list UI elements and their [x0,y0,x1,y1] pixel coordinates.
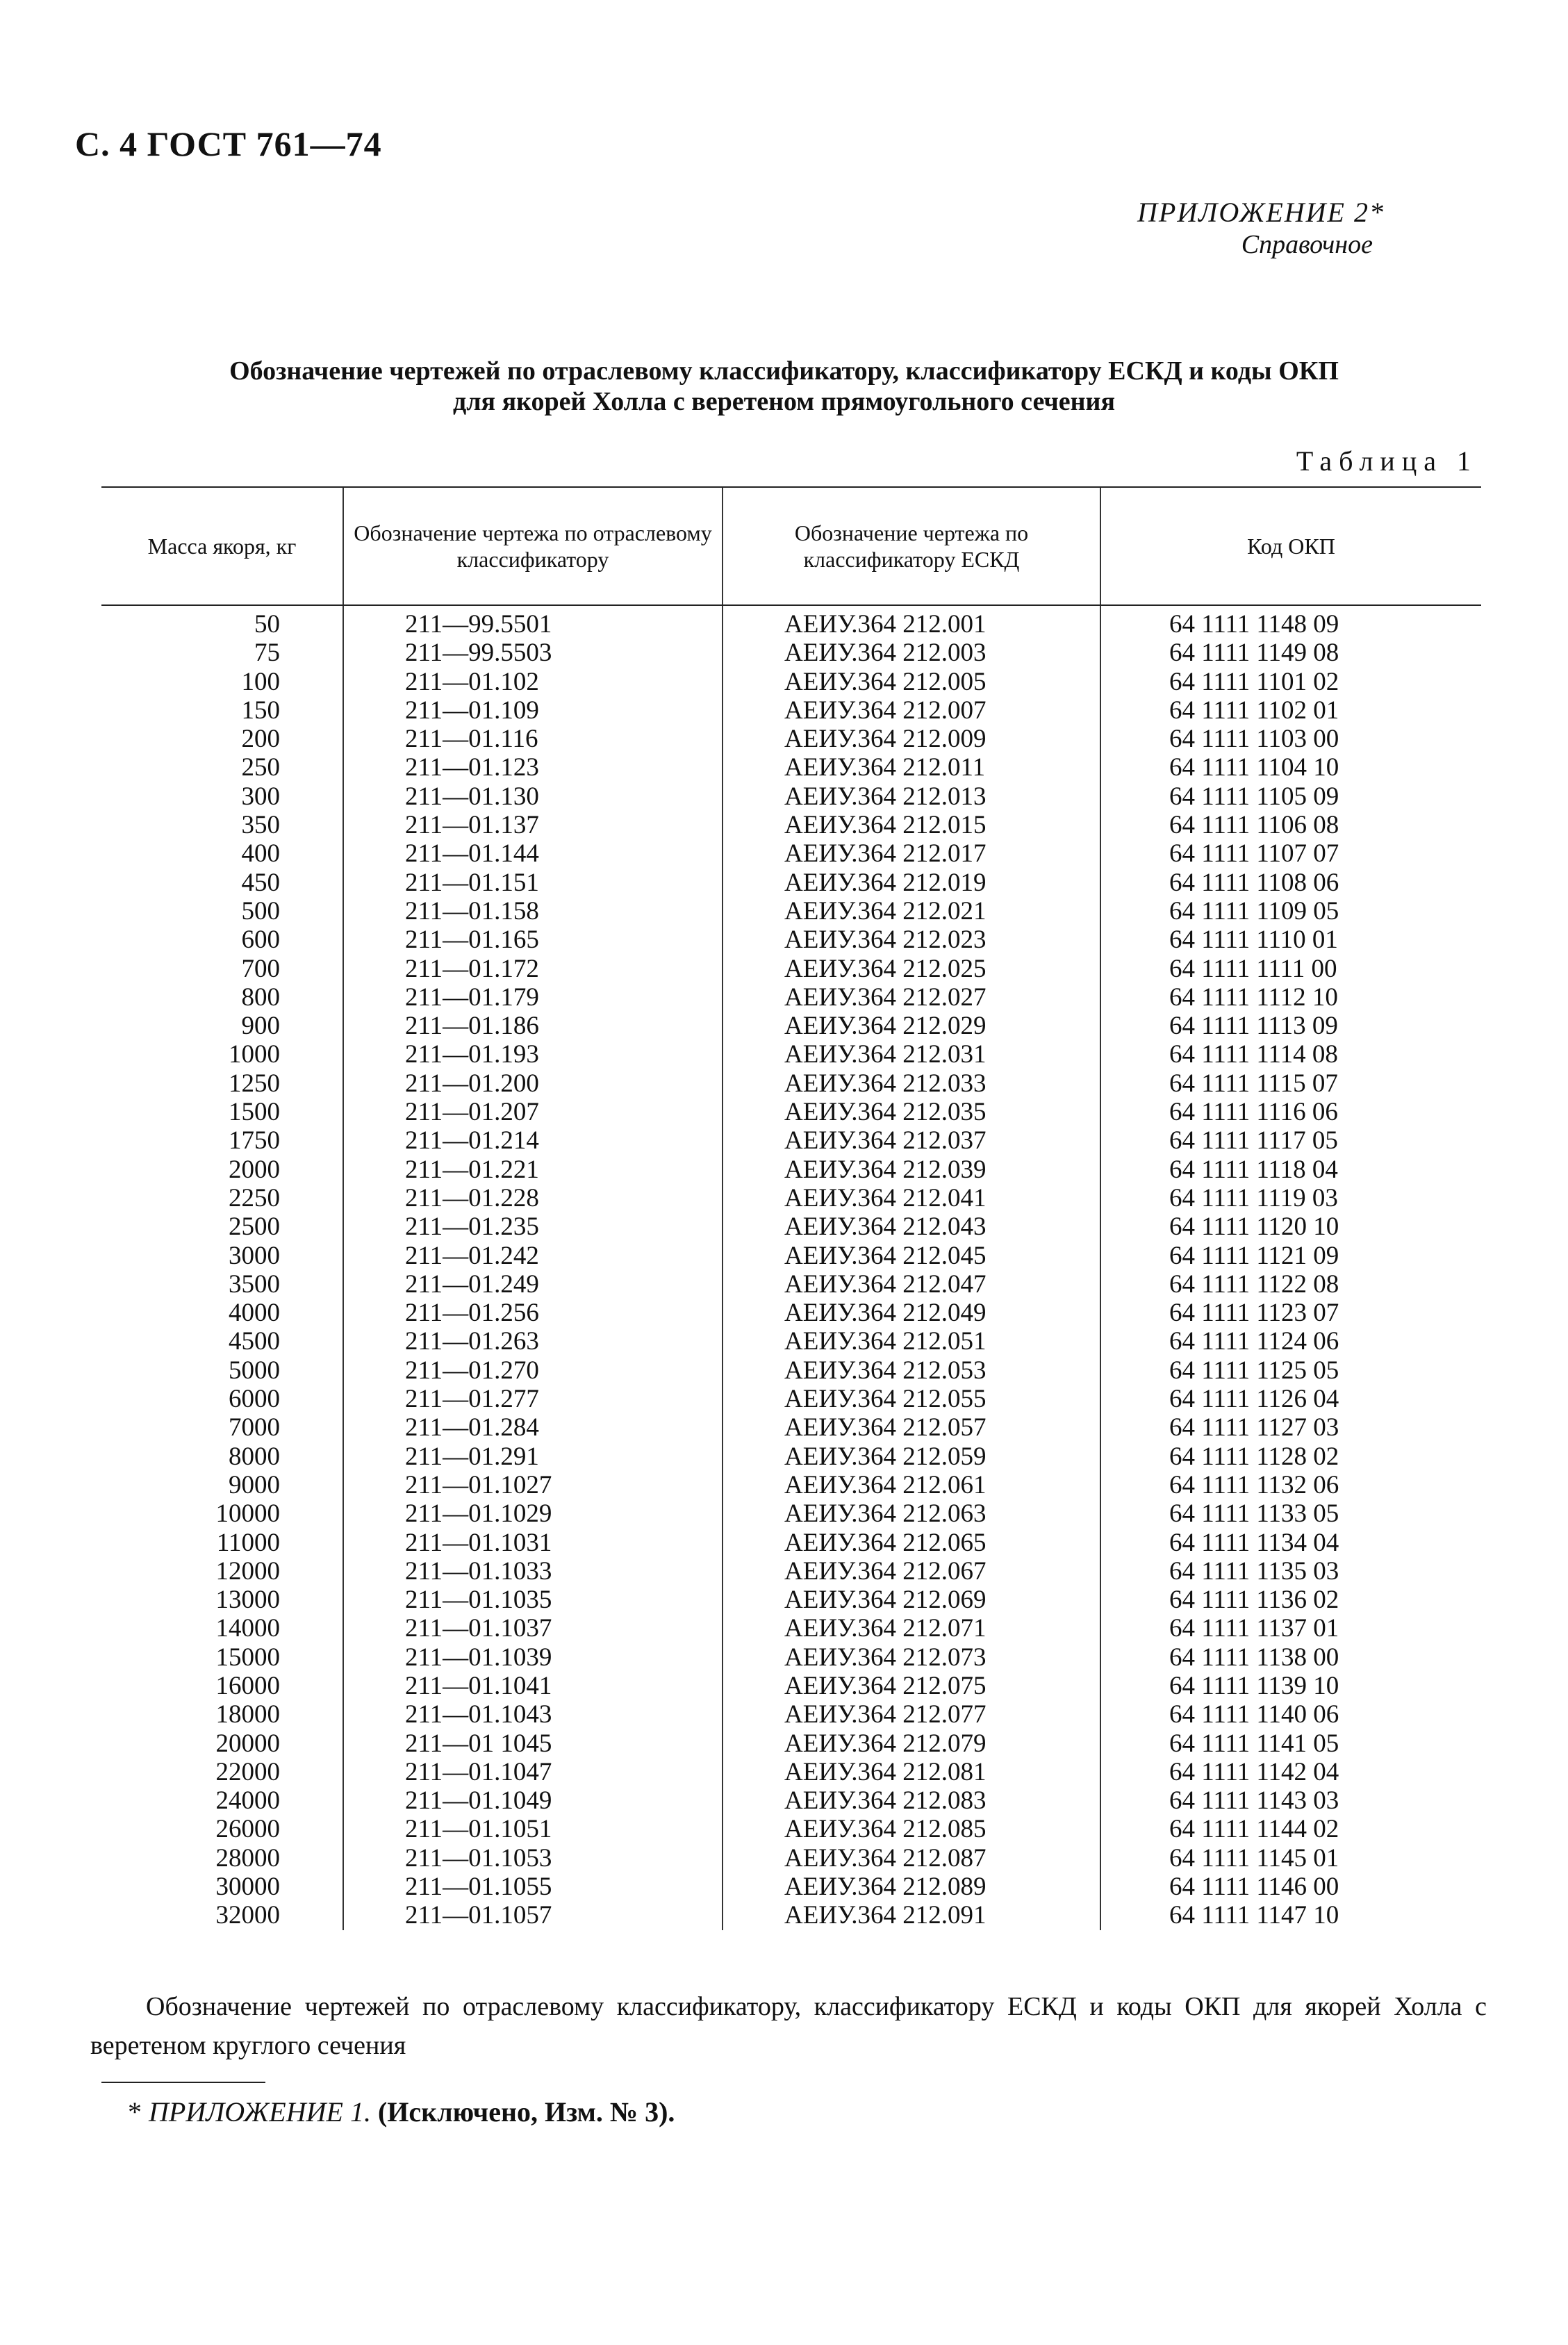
header-mass: Масса якоря, кг [101,487,343,605]
table-row [101,897,1481,925]
table-row [101,1212,1481,1241]
cell-industry-designation: 211—01.1047 [343,1758,723,1786]
document-title-line-2: для якорей Холла с веретеном прямоугольного сечения [452,387,1116,416]
cell-industry-designation: 211—99.5501 [343,605,723,639]
cell-industry-designation: 211—01.1055 [343,1873,723,1901]
footnote-star: * [128,2096,142,2128]
cell-okp-code: 64 1111 1147 10 [1100,1901,1481,1930]
table-row [101,1586,1481,1614]
table-row [101,1471,1481,1499]
cell-industry-designation: 211—01.1033 [343,1557,723,1586]
cell-eskd-designation: АЕИУ.364 212.039 [723,1155,1100,1184]
appendix-title: ПРИЛОЖЕНИЕ 2* [1137,197,1385,228]
table-row [101,1356,1481,1385]
cell-eskd-designation: АЕИУ.364 212.009 [723,725,1100,753]
cell-eskd-designation: АЕИУ.364 212.083 [723,1786,1100,1815]
cell-okp-code: 64 1111 1112 10 [1100,983,1481,1012]
cell-industry-designation: 211—01.228 [343,1184,723,1212]
cell-mass: 600 [241,925,280,955]
table-row [101,811,1481,839]
cell-okp-code: 64 1111 1119 03 [1100,1184,1481,1212]
cell-mass: 5000 [229,1356,280,1385]
cell-eskd-designation: АЕИУ.364 212.011 [723,753,1100,782]
cell-eskd-designation: АЕИУ.364 212.003 [723,639,1100,667]
cell-eskd-designation: АЕИУ.364 212.025 [723,955,1100,983]
cell-okp-code: 64 1111 1141 05 [1100,1729,1481,1758]
table-row [101,1499,1481,1528]
cell-eskd-designation: АЕИУ.364 212.031 [723,1040,1100,1069]
cell-okp-code: 64 1111 1108 06 [1100,869,1481,897]
table-row [101,955,1481,983]
table-row [101,839,1481,868]
cell-okp-code: 64 1111 1138 00 [1100,1643,1481,1672]
cell-industry-designation: 211—01.221 [343,1155,723,1184]
cell-industry-designation: 211—01.186 [343,1012,723,1040]
table-row [101,1270,1481,1299]
cell-eskd-designation: АЕИУ.364 212.019 [723,869,1100,897]
table-row [101,1672,1481,1700]
cell-eskd-designation: АЕИУ.364 212.089 [723,1873,1100,1901]
cell-industry-designation: 211—01.1053 [343,1844,723,1873]
cell-mass: 100 [241,667,280,696]
cell-eskd-designation: АЕИУ.364 212.007 [723,696,1100,725]
cell-okp-code: 64 1111 1146 00 [1100,1873,1481,1901]
cell-mass: 18000 [215,1700,280,1729]
cell-okp-code: 64 1111 1136 02 [1100,1586,1481,1614]
table-row [101,753,1481,782]
header-industry-designation: Обозначение чертежа по отраслевому классификатору [343,487,723,605]
cell-okp-code: 64 1111 1116 06 [1100,1098,1481,1126]
cell-okp-code: 64 1111 1126 04 [1100,1385,1481,1413]
cell-mass: 9000 [229,1470,280,1499]
table-row [101,1844,1481,1873]
cell-eskd-designation: АЕИУ.364 212.043 [723,1212,1100,1241]
cell-eskd-designation: АЕИУ.364 212.057 [723,1413,1100,1442]
cell-mass: 30000 [215,1873,280,1902]
table-row [101,1069,1481,1098]
table-row [101,1529,1481,1557]
cell-eskd-designation: АЕИУ.364 212.079 [723,1729,1100,1758]
cell-industry-designation: 211—01 1045 [343,1729,723,1758]
cell-industry-designation: 211—01.284 [343,1413,723,1442]
cell-mass: 800 [241,982,280,1012]
cell-eskd-designation: АЕИУ.364 212.047 [723,1270,1100,1299]
cell-industry-designation: 211—01.200 [343,1069,723,1098]
cell-mass: 7000 [229,1413,280,1442]
cell-mass: 1000 [229,1040,280,1069]
table-row [101,1299,1481,1327]
table-row [101,605,1481,639]
cell-industry-designation: 211—01.158 [343,897,723,925]
cell-okp-code: 64 1111 1104 10 [1100,753,1481,782]
cell-okp-code: 64 1111 1113 09 [1100,1012,1481,1040]
table-row [101,1786,1481,1815]
cell-mass: 200 [241,725,280,754]
cell-eskd-designation: АЕИУ.364 212.027 [723,983,1100,1012]
document-title-line-1: Обозначение чертежей по отраслевому классификатору, классификатору ЕСКД и коды ОКП [229,356,1339,386]
cell-mass: 500 [241,896,280,925]
table-row [101,1327,1481,1356]
cell-mass: 1750 [229,1126,280,1155]
cell-mass: 10000 [215,1499,280,1529]
cell-eskd-designation: АЕИУ.364 212.035 [723,1098,1100,1126]
cell-mass: 1250 [229,1069,280,1098]
table-row [101,1442,1481,1471]
cell-mass: 900 [241,1012,280,1041]
cell-eskd-designation: АЕИУ.364 212.045 [723,1242,1100,1270]
cell-mass: 22000 [215,1757,280,1786]
cell-okp-code: 64 1111 1103 00 [1100,725,1481,753]
cell-okp-code: 64 1111 1106 08 [1100,811,1481,839]
cell-mass: 2500 [229,1212,280,1242]
cell-mass: 16000 [215,1671,280,1700]
cell-okp-code: 64 1111 1145 01 [1100,1844,1481,1873]
cell-okp-code: 64 1111 1127 03 [1100,1413,1481,1442]
cell-eskd-designation: АЕИУ.364 212.023 [723,925,1100,954]
table-row [101,1901,1481,1930]
cell-eskd-designation: АЕИУ.364 212.001 [723,605,1100,639]
table-row [101,668,1481,696]
table-row [101,696,1481,725]
cell-mass: 4000 [229,1299,280,1328]
cell-mass: 75 [254,639,280,668]
footnote-divider [101,2082,265,2083]
cell-eskd-designation: АЕИУ.364 212.021 [723,897,1100,925]
table-row [101,983,1481,1012]
table-row [101,639,1481,667]
cell-eskd-designation: АЕИУ.364 212.055 [723,1385,1100,1413]
cell-eskd-designation: АЕИУ.364 212.061 [723,1471,1100,1499]
cell-mass: 8000 [229,1442,280,1471]
table-row [101,1098,1481,1126]
cell-eskd-designation: АЕИУ.364 212.067 [723,1557,1100,1586]
cell-mass: 14000 [215,1614,280,1643]
cell-mass: 2250 [229,1183,280,1212]
cell-industry-designation: 211—01.1041 [343,1672,723,1700]
cell-mass: 250 [241,753,280,782]
cell-mass: 400 [241,839,280,869]
cell-mass: 1500 [229,1098,280,1127]
cell-mass: 32000 [215,1901,280,1930]
cell-industry-designation: 211—01.235 [343,1212,723,1241]
cell-mass: 6000 [229,1385,280,1414]
cell-okp-code: 64 1111 1105 09 [1100,782,1481,811]
header-eskd-designation: Обозначение чертежа по классификатору ЕСКД [723,487,1100,605]
cell-mass: 15000 [215,1643,280,1672]
cell-okp-code: 64 1111 1121 09 [1100,1242,1481,1270]
cell-eskd-designation: АЕИУ.364 212.049 [723,1299,1100,1327]
cell-industry-designation: 211—01.1039 [343,1643,723,1672]
cell-eskd-designation: АЕИУ.364 212.041 [723,1184,1100,1212]
cell-industry-designation: 211—01.109 [343,696,723,725]
table-label: Таблица 1 [1296,445,1478,477]
cell-okp-code: 64 1111 1118 04 [1100,1155,1481,1184]
cell-okp-code: 64 1111 1111 00 [1100,955,1481,983]
cell-eskd-designation: АЕИУ.364 212.051 [723,1327,1100,1356]
cell-mass: 350 [241,811,280,840]
cell-industry-designation: 211—01.1037 [343,1614,723,1643]
cell-eskd-designation: АЕИУ.364 212.029 [723,1012,1100,1040]
cell-okp-code: 64 1111 1139 10 [1100,1672,1481,1700]
cell-industry-designation: 211—01.172 [343,955,723,983]
cell-industry-designation: 211—01.207 [343,1098,723,1126]
cell-industry-designation: 211—01.144 [343,839,723,868]
cell-eskd-designation: АЕИУ.364 212.053 [723,1356,1100,1385]
anchor-designation-table [101,486,1481,1930]
cell-industry-designation: 211—01.1035 [343,1586,723,1614]
table-row [101,1413,1481,1442]
cell-eskd-designation: АЕИУ.364 212.071 [723,1614,1100,1643]
table-row [101,782,1481,811]
cell-industry-designation: 211—01.1049 [343,1786,723,1815]
cell-industry-designation: 211—01.165 [343,925,723,954]
cell-mass: 3000 [229,1241,280,1270]
table-row [101,1557,1481,1586]
table-row [101,1643,1481,1672]
cell-eskd-designation: АЕИУ.364 212.069 [723,1586,1100,1614]
cell-mass: 450 [241,868,280,897]
table-row [101,1126,1481,1155]
cell-eskd-designation: АЕИУ.364 212.091 [723,1901,1100,1930]
cell-mass: 20000 [215,1729,280,1758]
cell-mass: 2000 [229,1155,280,1184]
cell-eskd-designation: АЕИУ.364 212.005 [723,668,1100,696]
table-row [101,1012,1481,1040]
cell-industry-designation: 211—01.102 [343,668,723,696]
table-row [101,1155,1481,1184]
table-header-row [101,487,1481,605]
cell-okp-code: 64 1111 1132 06 [1100,1471,1481,1499]
cell-mass: 150 [241,696,280,725]
cell-eskd-designation: АЕИУ.364 212.015 [723,811,1100,839]
table-row [101,725,1481,753]
cell-mass: 11000 [216,1528,280,1557]
cell-mass: 3500 [229,1269,280,1299]
cell-mass: 50 [254,610,280,639]
table-row [101,1758,1481,1786]
cell-industry-designation: 211—01.249 [343,1270,723,1299]
cell-okp-code: 64 1111 1122 08 [1100,1270,1481,1299]
table-row [101,1242,1481,1270]
table-row [101,1815,1481,1843]
cell-industry-designation: 211—01.1043 [343,1700,723,1729]
cell-okp-code: 64 1111 1117 05 [1100,1126,1481,1155]
cell-eskd-designation: АЕИУ.364 212.063 [723,1499,1100,1528]
cell-mass: 13000 [215,1586,280,1615]
appendix-subtitle: Справочное [1241,230,1373,259]
cell-mass: 28000 [215,1843,280,1873]
cell-industry-designation: 211—01.277 [343,1385,723,1413]
cell-industry-designation: 211—01.214 [343,1126,723,1155]
table-body [101,605,1481,1930]
cell-industry-designation: 211—01.256 [343,1299,723,1327]
cell-industry-designation: 211—01.270 [343,1356,723,1385]
cell-okp-code: 64 1111 1149 08 [1100,639,1481,667]
cell-okp-code: 64 1111 1135 03 [1100,1557,1481,1586]
cell-okp-code: 64 1111 1134 04 [1100,1529,1481,1557]
cell-okp-code: 64 1111 1140 06 [1100,1700,1481,1729]
note-paragraph: Обозначение чертежей по отраслевому классификатору, классификатору ЕСКД и коды ОКП для якорей Холла с веретеном круглого сечения [90,1992,1487,2060]
footnote [128,2096,675,2128]
cell-okp-code: 64 1111 1107 07 [1100,839,1481,868]
cell-okp-code: 64 1111 1110 01 [1100,925,1481,954]
cell-okp-code: 64 1111 1114 08 [1100,1040,1481,1069]
table-row [101,1729,1481,1758]
cell-industry-designation: 211—01.193 [343,1040,723,1069]
cell-eskd-designation: АЕИУ.364 212.037 [723,1126,1100,1155]
cell-industry-designation: 211—01.116 [343,725,723,753]
cell-eskd-designation: АЕИУ.364 212.077 [723,1700,1100,1729]
cell-mass: 12000 [215,1556,280,1586]
table-row [101,1184,1481,1212]
cell-industry-designation: 211—01.179 [343,983,723,1012]
cell-industry-designation: 211—01.1051 [343,1815,723,1843]
table-row [101,925,1481,954]
cell-industry-designation: 211—01.137 [343,811,723,839]
cell-eskd-designation: АЕИУ.364 212.033 [723,1069,1100,1098]
cell-industry-designation: 211—01.242 [343,1242,723,1270]
cell-industry-designation: 211—01.291 [343,1442,723,1471]
cell-okp-code: 64 1111 1143 03 [1100,1786,1481,1815]
cell-okp-code: 64 1111 1125 05 [1100,1356,1481,1385]
cell-eskd-designation: АЕИУ.364 212.059 [723,1442,1100,1471]
cell-industry-designation: 211—01.123 [343,753,723,782]
table-row [101,1700,1481,1729]
cell-okp-code: 64 1111 1123 07 [1100,1299,1481,1327]
table-row [101,1873,1481,1901]
cell-okp-code: 64 1111 1133 05 [1100,1499,1481,1528]
page-header: С. 4 ГОСТ 761—74 [75,124,382,163]
footnote-appendix-ref: ПРИЛОЖЕНИЕ 1. [149,2096,371,2128]
cell-okp-code: 64 1111 1144 02 [1100,1815,1481,1843]
table-row [101,1614,1481,1643]
cell-okp-code: 64 1111 1124 06 [1100,1327,1481,1356]
cell-mass: 26000 [215,1815,280,1844]
cell-okp-code: 64 1111 1101 02 [1100,668,1481,696]
header-okp-code: Код ОКП [1100,487,1481,605]
cell-eskd-designation: АЕИУ.364 212.017 [723,839,1100,868]
cell-industry-designation: 211—01.1029 [343,1499,723,1528]
cell-okp-code: 64 1111 1142 04 [1100,1758,1481,1786]
cell-okp-code: 64 1111 1102 01 [1100,696,1481,725]
cell-eskd-designation: АЕИУ.364 212.065 [723,1529,1100,1557]
table-row [101,869,1481,897]
cell-mass: 300 [241,782,280,811]
cell-eskd-designation: АЕИУ.364 212.073 [723,1643,1100,1672]
document-title [0,356,1568,417]
cell-mass: 4500 [229,1327,280,1356]
cell-eskd-designation: АЕИУ.364 212.085 [723,1815,1100,1843]
cell-industry-designation: 211—01.1027 [343,1471,723,1499]
footnote-status: (Исключено, Изм. № 3). [377,2096,675,2128]
cell-industry-designation: 211—01.1057 [343,1901,723,1930]
cell-industry-designation: 211—01.130 [343,782,723,811]
cell-okp-code: 64 1111 1115 07 [1100,1069,1481,1098]
cell-industry-designation: 211—99.5503 [343,639,723,667]
table-row [101,1040,1481,1069]
cell-mass: 700 [241,954,280,983]
table-row [101,1385,1481,1413]
cell-eskd-designation: АЕИУ.364 212.075 [723,1672,1100,1700]
cell-eskd-designation: АЕИУ.364 212.081 [723,1758,1100,1786]
cell-okp-code: 64 1111 1128 02 [1100,1442,1481,1471]
cell-okp-code: 64 1111 1148 09 [1100,605,1481,639]
cell-industry-designation: 211—01.151 [343,869,723,897]
cell-eskd-designation: АЕИУ.364 212.087 [723,1844,1100,1873]
cell-okp-code: 64 1111 1109 05 [1100,897,1481,925]
cell-mass: 24000 [215,1786,280,1816]
cell-industry-designation: 211—01.1031 [343,1529,723,1557]
cell-okp-code: 64 1111 1120 10 [1100,1212,1481,1241]
cell-industry-designation: 211—01.263 [343,1327,723,1356]
cell-okp-code: 64 1111 1137 01 [1100,1614,1481,1643]
cell-eskd-designation: АЕИУ.364 212.013 [723,782,1100,811]
